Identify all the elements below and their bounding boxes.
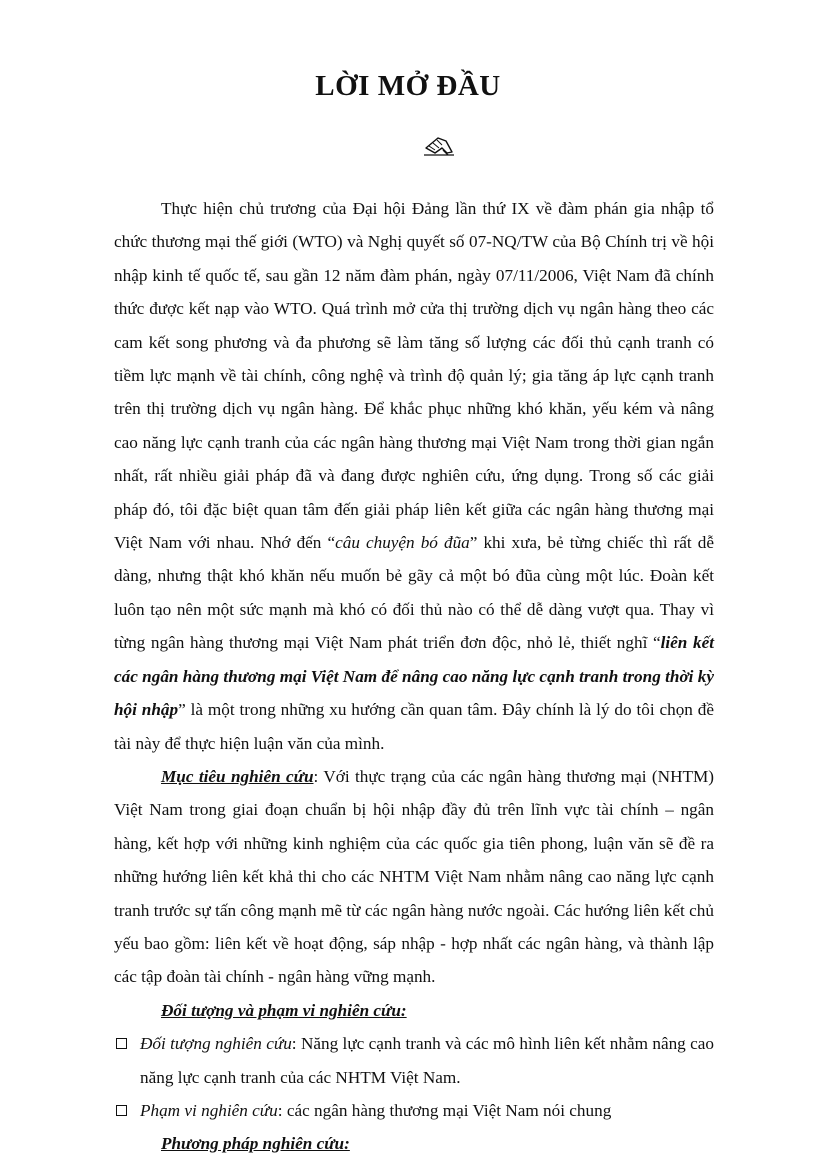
objectives-text: : Với thực trạng của các ngân hàng thương mại (NHTM) Việt Nam trong giai đoạn chuẩn bị hội nhập đầy đủ trên lĩnh vực tài chính – ngân hàng, kết hợp với những kinh nghiệm của các quốc gia tiên phong, luận văn sẽ đề ra những hướng liên kết khả thi cho các NHTM Việt Nam nhằm nâng cao năng lực cạnh tranh trước sự tấn công mạnh mẽ từ các ngân hàng nước ngoài. Các hướng liên kết chủ yếu bao gồm: liên kết về hoạt động, sáp nhập - hợp nhất các ngân hàng, và thành lập các tập đoàn tài chính - ngân hàng vững mạnh. [114, 766, 714, 987]
scope-heading-text: Đối tượng và phạm vi nghiên cứu: [161, 1000, 407, 1020]
intro-paragraph [114, 192, 714, 760]
scope-heading [114, 994, 714, 1027]
document-body [114, 192, 714, 1161]
checkbox-bullet-icon [116, 1105, 127, 1116]
thesis-topic: liên kết các ngân hàng thương mại Việt Nam để nâng cao năng lực cạnh tranh trong thời kỳ hội nhập [114, 633, 714, 720]
intro-text-3: ” là một trong những xu hướng cần quan tâm. Đây chính là lý do tôi chọn đề tài này để thực hiện luận văn của mình. [114, 700, 714, 753]
page-title: LỜI MỞ ĐẦU [315, 70, 501, 102]
objectives-label: Mục tiêu nghiên cứu [161, 766, 314, 786]
intro-text-1: Thực hiện chủ trương của Đại hội Đảng lần thứ IX về đàm phán gia nhập tổ chức thương mại thế giới (WTO) và Nghị quyết số 07-NQ/TW của Bộ Chính trị về hội nhập kinh tế quốc tế, sau gần 12 năm đàm phán, ngày 07/11/2006, Việt Nam đã chính thức được kết nạp vào WTO. Quá trình mở cửa thị trường dịch vụ ngân hàng theo các cam kết song phương và đa phương sẽ làm tăng số lượng các đối thủ cạnh tranh có tiềm lực mạnh về tài chính, công nghệ và trình độ quản lý; gia tăng áp lực cạnh tranh trên thị trường dịch vụ ngân hàng. Để khắc phục những khó khăn, yếu kém và nâng cao năng lực cạnh tranh của các ngân hàng thương mại Việt Nam trong thời gian ngắn nhất, rất nhiều giải pháp đã và đang được nghiên cứu, ứng dụng. Trong số các giải pháp đó, tôi đặc biệt quan tâm đến giải pháp liên kết giữa các ngân hàng thương mại Việt Nam với nhau. Nhớ đến “ [114, 199, 714, 553]
intro-text-2: ” khi xưa, bẻ từng chiếc thì rất dễ dàng, nhưng thật khó khăn nếu muốn bẻ gãy cả một bó đũa cùng một lúc. Đoàn kết luôn tạo nên một sức mạnh mà khó có đối thủ nào có thể dễ dàng vượt qua. Thay vì từng ngân hàng thương mại Việt Nam phát triển đơn độc, nhỏ lẻ, thiết nghĩ “ [114, 533, 714, 653]
scope-item-text: : Năng lực cạnh tranh và các mô hình liên kết nhằm nâng cao năng lực cạnh tranh của các NHTM Việt Nam. [140, 1034, 714, 1087]
scope-item-range [114, 1094, 714, 1127]
objectives-paragraph [114, 760, 714, 994]
scope-item-text: : các ngân hàng thương mại Việt Nam nói chung [277, 1100, 612, 1120]
scope-item-label: Đối tượng nghiên cứu [140, 1034, 292, 1054]
methods-heading [114, 1127, 714, 1160]
methods-heading-text: Phương pháp nghiên cứu: [161, 1134, 350, 1154]
writing-hand-icon [423, 130, 455, 158]
checkbox-bullet-icon [116, 1038, 127, 1049]
scope-item-subject [114, 1027, 714, 1094]
scope-item-label: Phạm vi nghiên cứu [140, 1100, 278, 1120]
story-reference: câu chuyện bó đũa [335, 533, 470, 553]
